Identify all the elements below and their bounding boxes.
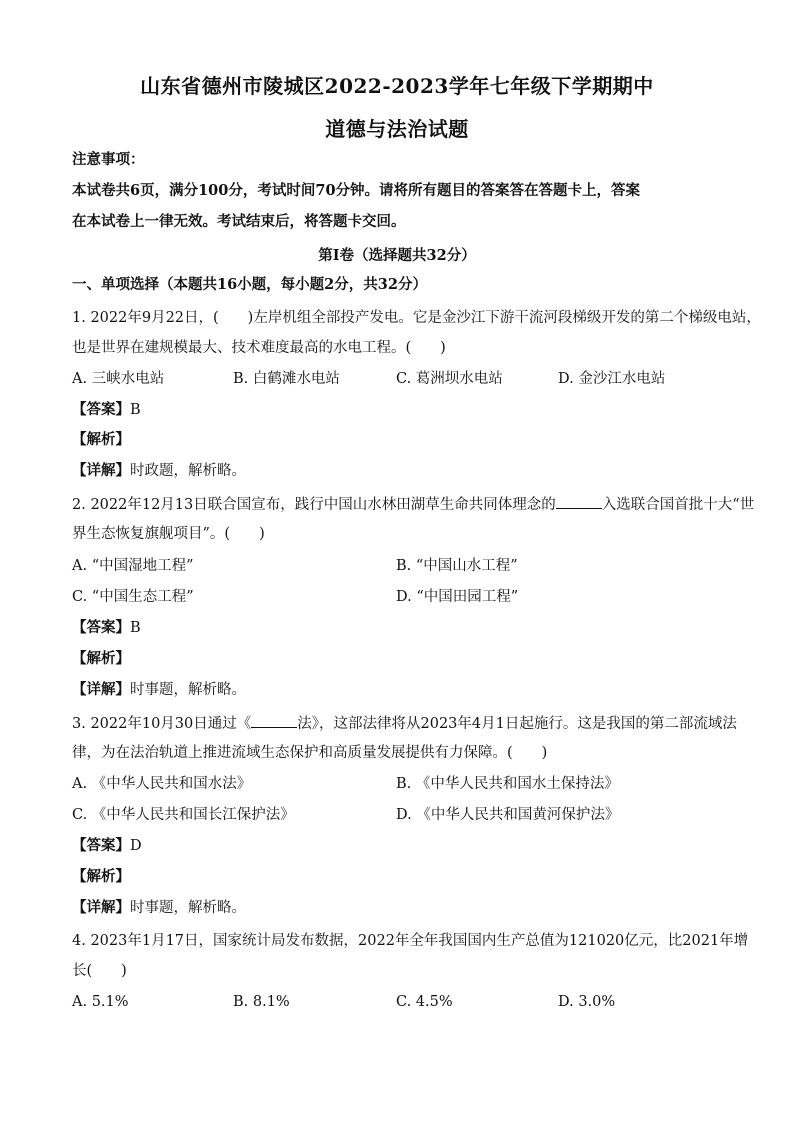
question-2-answer <box>72 618 732 638</box>
question-1-option-a: A. 三峡水电站 <box>72 371 165 387</box>
question-3-option-b: B. 《中华人民共和国水土保持法》 <box>396 776 619 792</box>
fill-blank <box>556 494 602 509</box>
detail-label: 【详解】 <box>72 462 130 479</box>
question-4-option-b: B. 8.1% <box>233 994 290 1010</box>
question-3-line-1 <box>72 713 737 734</box>
question-1-option-b: B. 白鹤滩水电站 <box>233 371 340 387</box>
question-2-text-before: 2. 2022年12月13日联合国宣布，践行中国山水林田湖草生命共同体理念的 <box>72 497 556 513</box>
detail-label: 【详解】 <box>72 681 130 698</box>
question-3-text-before: 3. 2022年10月30日通过《 <box>72 716 252 732</box>
question-1-analysis <box>72 430 732 450</box>
fill-blank <box>251 713 297 728</box>
detail-text: 时事题，解析略。 <box>130 682 246 698</box>
question-3-analysis <box>72 867 732 887</box>
answer-value: D <box>130 838 142 854</box>
notice-heading: 注意事项： <box>72 151 145 168</box>
question-3-answer <box>72 836 732 856</box>
notice-line-1: 本试卷共6页，满分100分，考试时间70分钟。请将所有题目的答案答在答题卡上，答案 <box>72 182 641 199</box>
question-2-option-c: C. “中国生态工程” <box>72 589 194 605</box>
question-2-detail <box>72 680 732 700</box>
question-1-line-2: 也是世界在建规模最大、技术难度最高的水电工程。( ) <box>72 340 446 356</box>
analysis-label: 【解析】 <box>72 431 130 448</box>
part1-title: 第Ⅰ卷（选择题共32分） <box>318 247 476 264</box>
question-1-detail <box>72 461 732 481</box>
question-1-answer <box>72 400 732 420</box>
question-4-option-c: C. 4.5% <box>396 994 453 1010</box>
answer-value: B <box>130 402 141 418</box>
detail-text: 时政题，解析略。 <box>130 463 246 479</box>
question-4-line-2: 长( ) <box>72 963 127 979</box>
question-1-option-d: D. 金沙江水电站 <box>558 371 666 387</box>
detail-label: 【详解】 <box>72 899 130 916</box>
answer-value: B <box>130 620 141 636</box>
question-2-analysis <box>72 649 732 669</box>
question-4-option-d: D. 3.0% <box>558 994 616 1010</box>
question-3-detail <box>72 898 732 918</box>
exam-subtitle: 道德与法治试题 <box>325 117 469 141</box>
question-2-line-2: 界生态恢复旗舰项目”。( ) <box>72 526 265 542</box>
exam-title: 山东省德州市陵城区2022-2023学年七年级下学期期中 <box>140 74 654 98</box>
question-1-line-1: 1. 2022年9月22日，( )左岸机组全部投产发电。它是金沙江下游干流河段梯级开发的第二个梯级电站， <box>72 310 761 326</box>
question-2-line-1 <box>72 494 755 515</box>
question-3-line-2: 律，为在法治轨道上推进流域生态保护和高质量发展提供有力保障。( ) <box>72 745 548 761</box>
section1-title: 一、单项选择（本题共16小题，每小题2分，共32分） <box>72 276 427 293</box>
question-4-line-1: 4. 2023年1月17日，国家统计局发布数据，2022年全年我国国内生产总值为121020亿元，比2021年增 <box>72 933 749 949</box>
answer-label: 【答案】 <box>72 619 130 636</box>
analysis-label: 【解析】 <box>72 868 130 885</box>
question-4-option-a: A. 5.1% <box>72 994 129 1010</box>
question-3-option-c: C. 《中华人民共和国长江保护法》 <box>72 807 295 823</box>
question-3-text-after: 法》，这部法律将从2023年4月1日起施行。这是我国的第二部流域法 <box>297 716 737 732</box>
question-1-option-c: C. 葛洲坝水电站 <box>396 371 503 387</box>
question-2-text-after: 入选联合国首批十大“世 <box>601 497 755 513</box>
question-2-option-a: A. “中国湿地工程” <box>72 558 194 574</box>
question-3-option-a: A. 《中华人民共和国水法》 <box>72 776 252 792</box>
answer-label: 【答案】 <box>72 837 130 854</box>
question-3-option-d: D. 《中华人民共和国黄河保护法》 <box>396 807 620 823</box>
analysis-label: 【解析】 <box>72 650 130 667</box>
detail-text: 时事题，解析略。 <box>130 900 246 916</box>
question-2-option-d: D. “中国田园工程” <box>396 589 519 605</box>
notice-line-2: 在本试卷上一律无效。考试结束后，将答题卡交回。 <box>72 213 406 230</box>
answer-label: 【答案】 <box>72 401 130 418</box>
question-2-option-b: B. “中国山水工程” <box>396 558 518 574</box>
